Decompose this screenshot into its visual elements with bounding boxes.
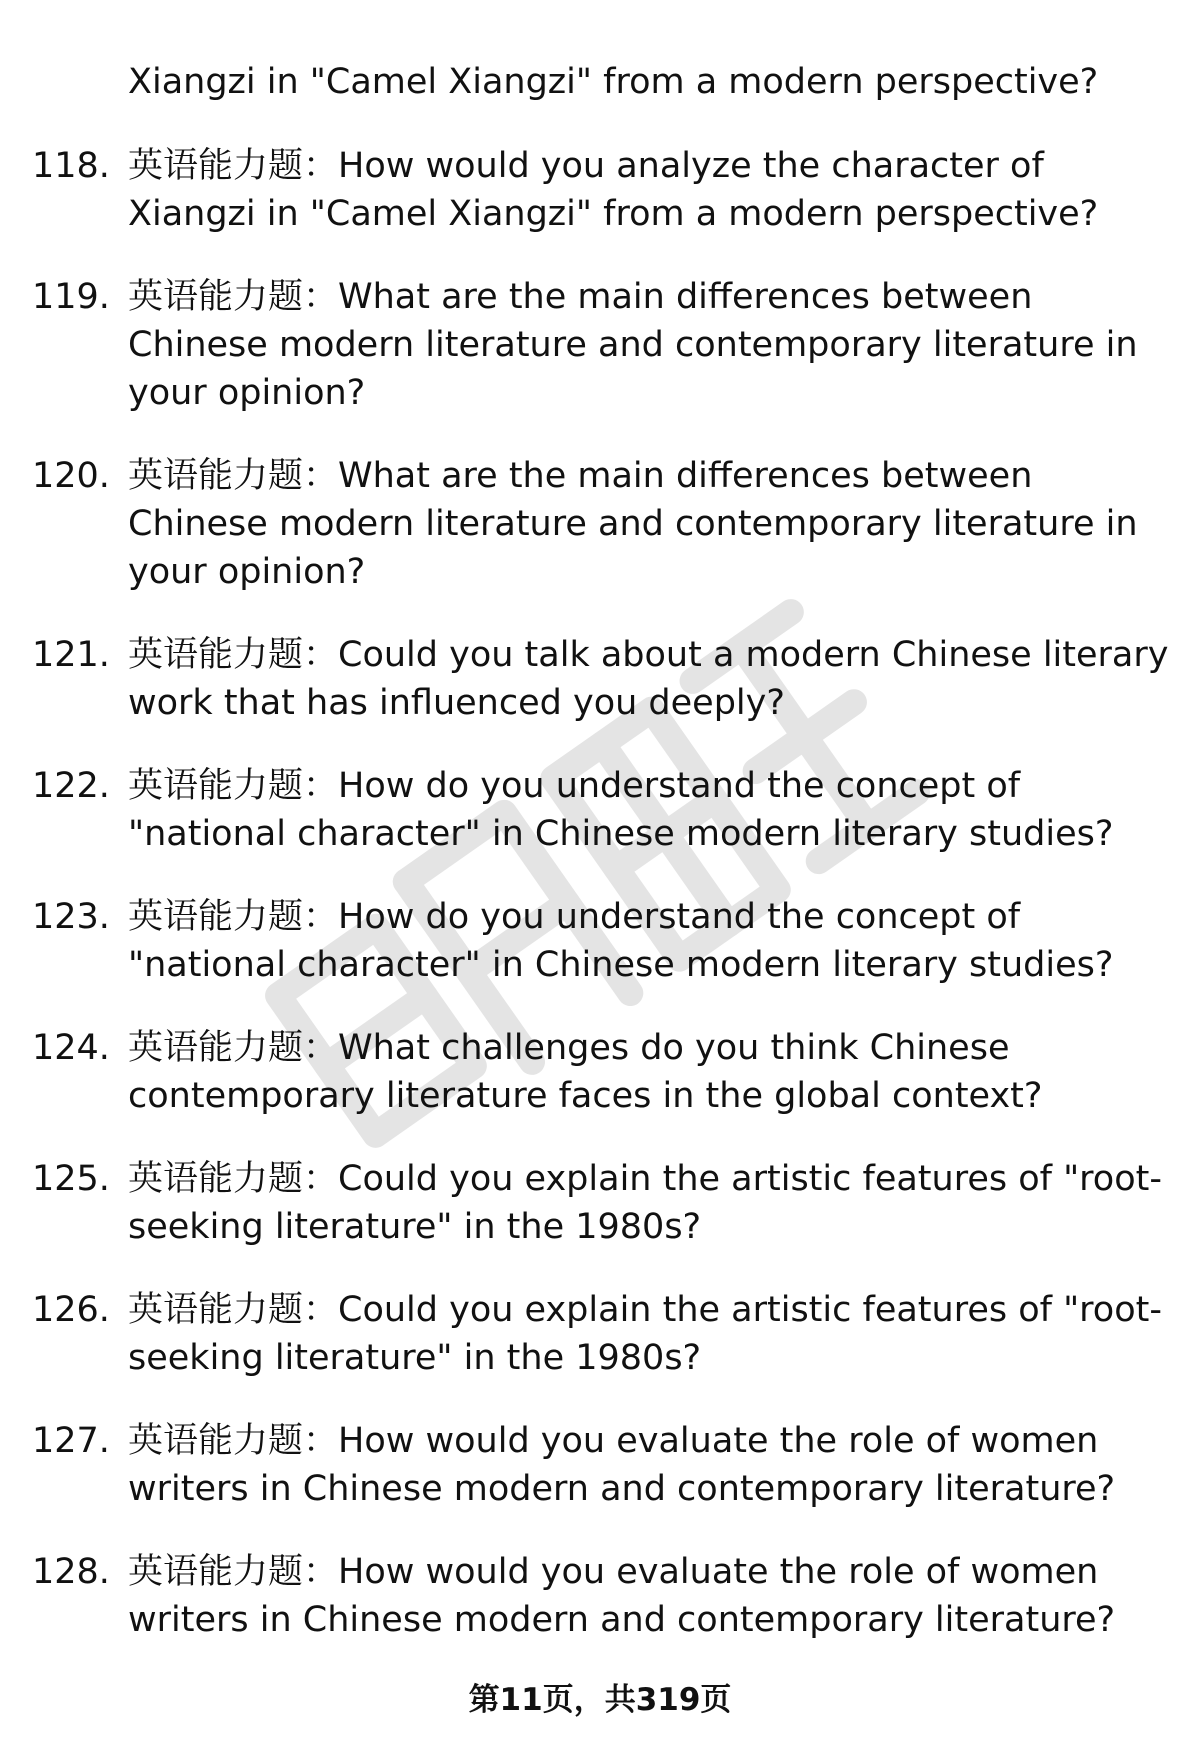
question-number: 123. [32,897,110,937]
question-text: Could you explain the artistic features of "root-seeking literature" in the 1980s? [128,1290,1162,1378]
question-number: 119. [32,277,110,317]
list-item [32,1155,1172,1251]
question-text: How would you evaluate the role of women writers in Chinese modern and contemporary literature? [128,1552,1116,1640]
question-category: 英语能力题： [128,146,339,186]
question-category: 英语能力题： [128,1028,339,1068]
question-number: 120. [32,456,110,496]
list-item [32,273,1172,417]
question-text: How would you analyze the character of Xiangzi in "Camel Xiangzi" from a modern perspective? [128,146,1099,234]
question-category: 英语能力题： [128,635,339,675]
list-item [32,142,1172,238]
list-item [32,1417,1172,1513]
question-text: How would you evaluate the role of women writers in Chinese modern and contemporary literature? [128,1421,1116,1509]
list-item [32,1548,1172,1644]
question-category: 英语能力题： [128,1552,339,1592]
question-category: 英语能力题： [128,1290,339,1330]
question-number: 124. [32,1028,110,1068]
question-list [32,142,1172,1679]
question-number: 118. [32,146,110,186]
question-category: 英语能力题： [128,456,339,496]
question-category: 英语能力题： [128,277,339,317]
question-number: 127. [32,1421,110,1461]
list-item [32,1024,1172,1120]
question-text: Could you talk about a modern Chinese literary work that has influenced you deeply? [128,635,1169,723]
list-item [32,762,1172,858]
question-text: What are the main differences between Chinese modern literature and contemporary literature in your opinion? [128,456,1138,592]
list-item [32,893,1172,989]
question-category: 英语能力题： [128,1421,339,1461]
question-category: 英语能力题： [128,897,339,937]
question-text: How do you understand the concept of "national character" in Chinese modern literary studies? [128,897,1114,985]
page-number-footer: 第11页，共319页 [468,1682,732,1718]
question-text: What are the main differences between Chinese modern literature and contemporary literature in your opinion? [128,277,1138,413]
question-number: 121. [32,635,110,675]
question-number: 126. [32,1290,110,1330]
question-text: How do you understand the concept of "national character" in Chinese modern literary studies? [128,766,1114,854]
question-number: 122. [32,766,110,806]
question-category: 英语能力题： [128,1159,339,1199]
question-category: 英语能力题： [128,766,339,806]
list-item [32,452,1172,596]
question-number: 125. [32,1159,110,1199]
question-text: Could you explain the artistic features of "root-seeking literature" in the 1980s? [128,1159,1162,1247]
list-item [32,1286,1172,1382]
question-text: What challenges do you think Chinese contemporary literature faces in the global context? [128,1028,1043,1116]
question-number: 128. [32,1552,110,1592]
continued-question-text: Xiangzi in "Camel Xiangzi" from a modern perspective? [128,62,1099,102]
list-item [32,631,1172,727]
